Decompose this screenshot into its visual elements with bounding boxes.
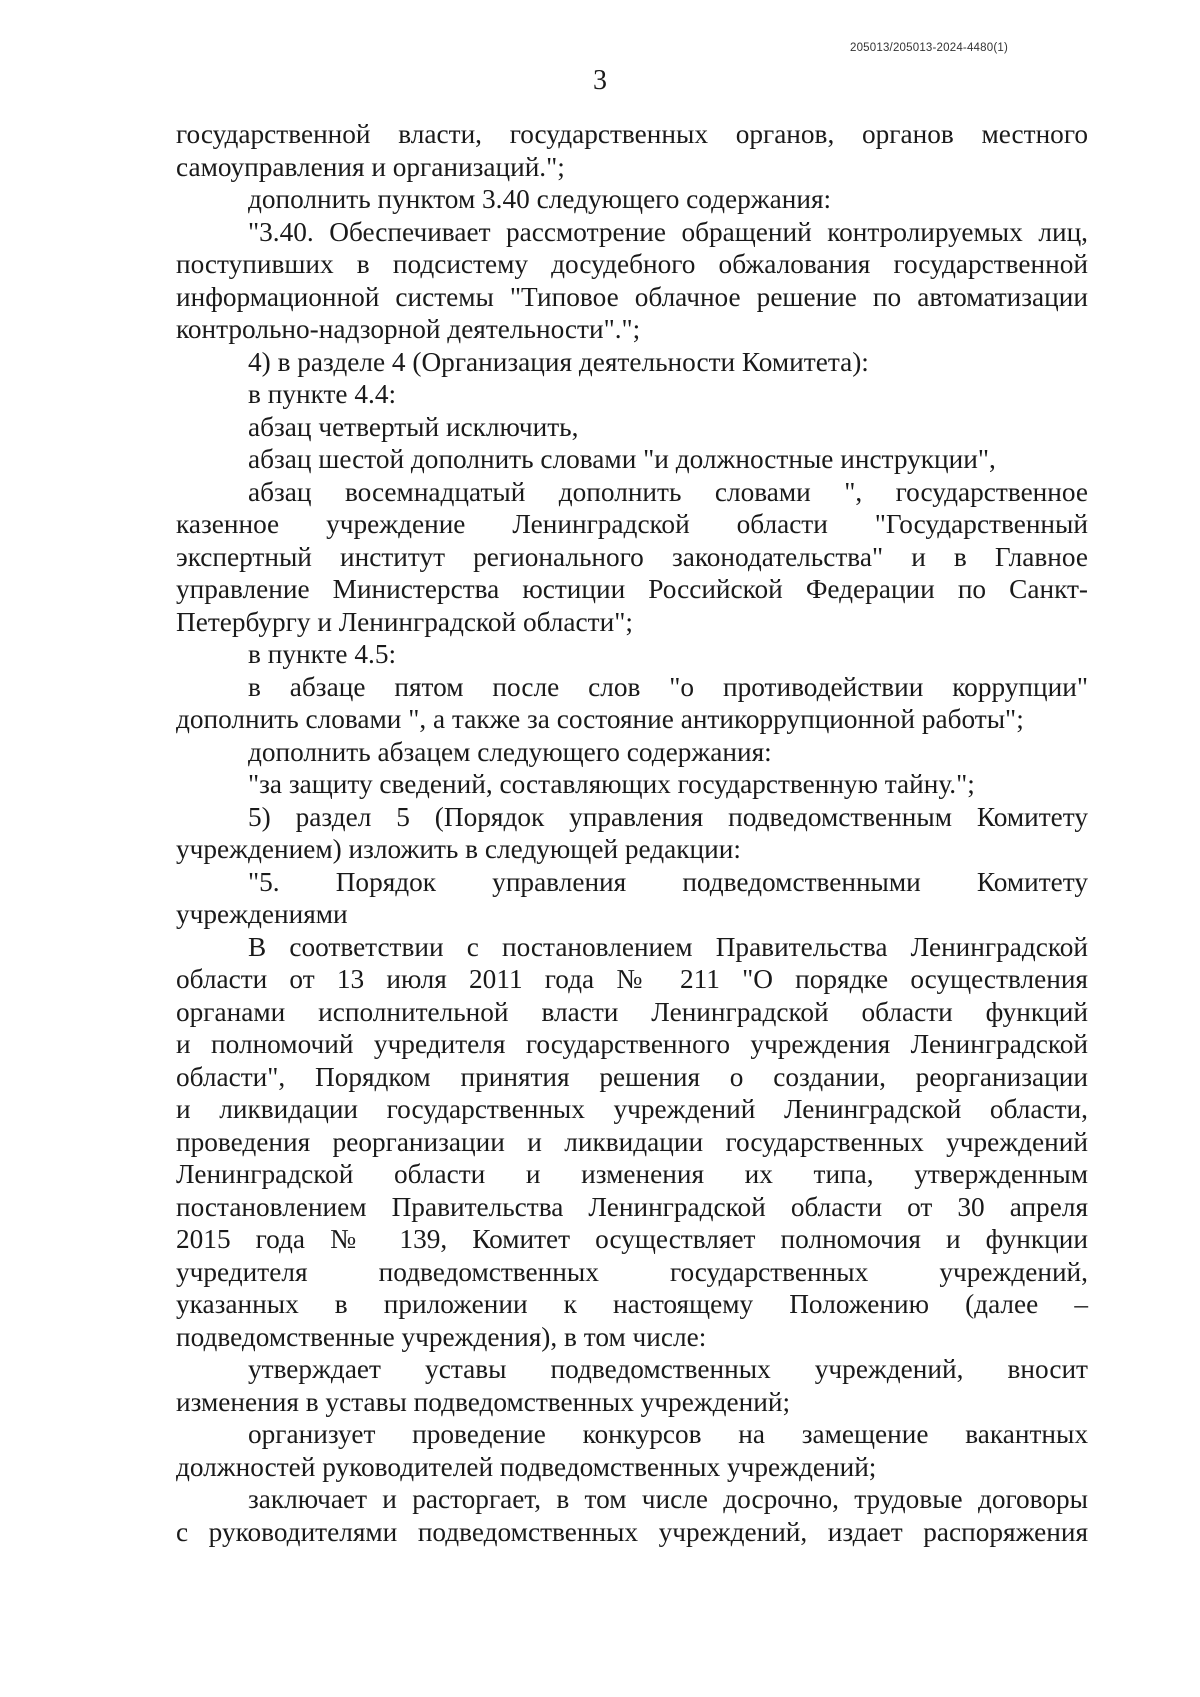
text-line: В соответствии с постановлением Правительства Ленинградской [248, 931, 1088, 962]
text-line: области от 13 июля 2011 года № 211 "О порядке осуществления [176, 964, 1088, 994]
text-line: и полномочий учредителя государственного учреждения Ленинградской [176, 1029, 1088, 1059]
text-line: проведения реорганизации и ликвидации государственных учреждений [176, 1126, 1088, 1157]
text-line: указанных в приложении к настоящему Положению (далее – [176, 1289, 1088, 1319]
text-line: дополнить пунктом 3.40 следующего содержания: [248, 184, 832, 214]
text-line: должностей руководителей подведомственных учреждений; [176, 1451, 877, 1482]
text-line: Петербургу и Ленинградской области"; [176, 606, 633, 637]
text-line: подведомственные учреждения), в том числе: [176, 1321, 707, 1352]
text-line: контрольно-надзорной деятельности"."; [176, 314, 641, 344]
text-line: "5. Порядок управления подведомственными Комитету [248, 866, 1088, 897]
text-line: "3.40. Обеспечивает рассмотрение обращений контролируемых лиц, [248, 216, 1088, 247]
text-line: постановлением Правительства Ленинградской области от 30 апреля [176, 1191, 1088, 1222]
page-number: 3 [593, 65, 607, 96]
document-body [176, 118, 1088, 1548]
text-line: органами исполнительной власти Ленинградской области функций [176, 996, 1088, 1027]
text-line: дополнить словами ", а также за состояние антикоррупционной работы"; [176, 704, 1024, 734]
text-line: заключает и расторгает, в том числе досрочно, трудовые договоры [248, 1484, 1088, 1514]
text-line: области", Порядком принятия решения о создании, реорганизации [176, 1061, 1088, 1092]
text-line: с руководителями подведомственных учреждений, издает распоряжения [176, 1516, 1088, 1547]
text-line: "за защиту сведений, составляющих государственную тайну."; [248, 769, 975, 799]
text-line: экспертный институт регионального законодательства" и в Главное [176, 541, 1088, 572]
text-line: в абзаце пятом после слов "о противодействии коррупции" [248, 671, 1088, 702]
text-line: казенное учреждение Ленинградской области "Государственный [176, 509, 1088, 539]
text-line: организует проведение конкурсов на замещение вакантных [248, 1419, 1088, 1449]
text-line: и ликвидации государственных учреждений Ленинградской области, [176, 1094, 1088, 1124]
document-registration-number: 205013/205013-2024-4480(1) [849, 42, 1008, 54]
text-line: 2015 года № 139, Комитет осуществляет полномочия и функции [176, 1224, 1088, 1254]
text-line: Ленинградской области и изменения их типа, утвержденным [176, 1159, 1088, 1189]
text-line: 4) в разделе 4 (Организация деятельности Комитета): [248, 346, 869, 377]
text-line: информационной системы "Типовое облачное решение по автоматизации [176, 281, 1088, 312]
text-line: в пункте 4.4: [248, 379, 397, 409]
text-line: утверждает уставы подведомственных учреждений, вносит [248, 1354, 1088, 1384]
text-line: учреждением) изложить в следующей редакции: [176, 834, 741, 864]
text-line: государственной власти, государственных органов, органов местного [176, 119, 1088, 149]
text-line: изменения в уставы подведомственных учреждений; [176, 1386, 791, 1417]
text-line: в пункте 4.5: [248, 639, 397, 669]
text-line: учреждениями [176, 899, 348, 929]
text-line: дополнить абзацем следующего содержания: [248, 736, 772, 767]
text-line: абзац восемнадцатый дополнить словами ", государственное [248, 476, 1088, 507]
text-line: поступивших в подсистему досудебного обжалования государственной [176, 249, 1088, 279]
text-line: самоуправления и организаций."; [176, 151, 565, 182]
text-line: учредителя подведомственных государственных учреждений, [176, 1256, 1088, 1287]
text-line: управление Министерства юстиции Российской Федерации по Санкт- [176, 574, 1088, 604]
text-line: абзац четвертый исключить, [248, 411, 579, 442]
text-line: 5) раздел 5 (Порядок управления подведомственным Комитету [248, 801, 1088, 832]
text-line: абзац шестой дополнить словами "и должностные инструкции", [248, 444, 996, 474]
